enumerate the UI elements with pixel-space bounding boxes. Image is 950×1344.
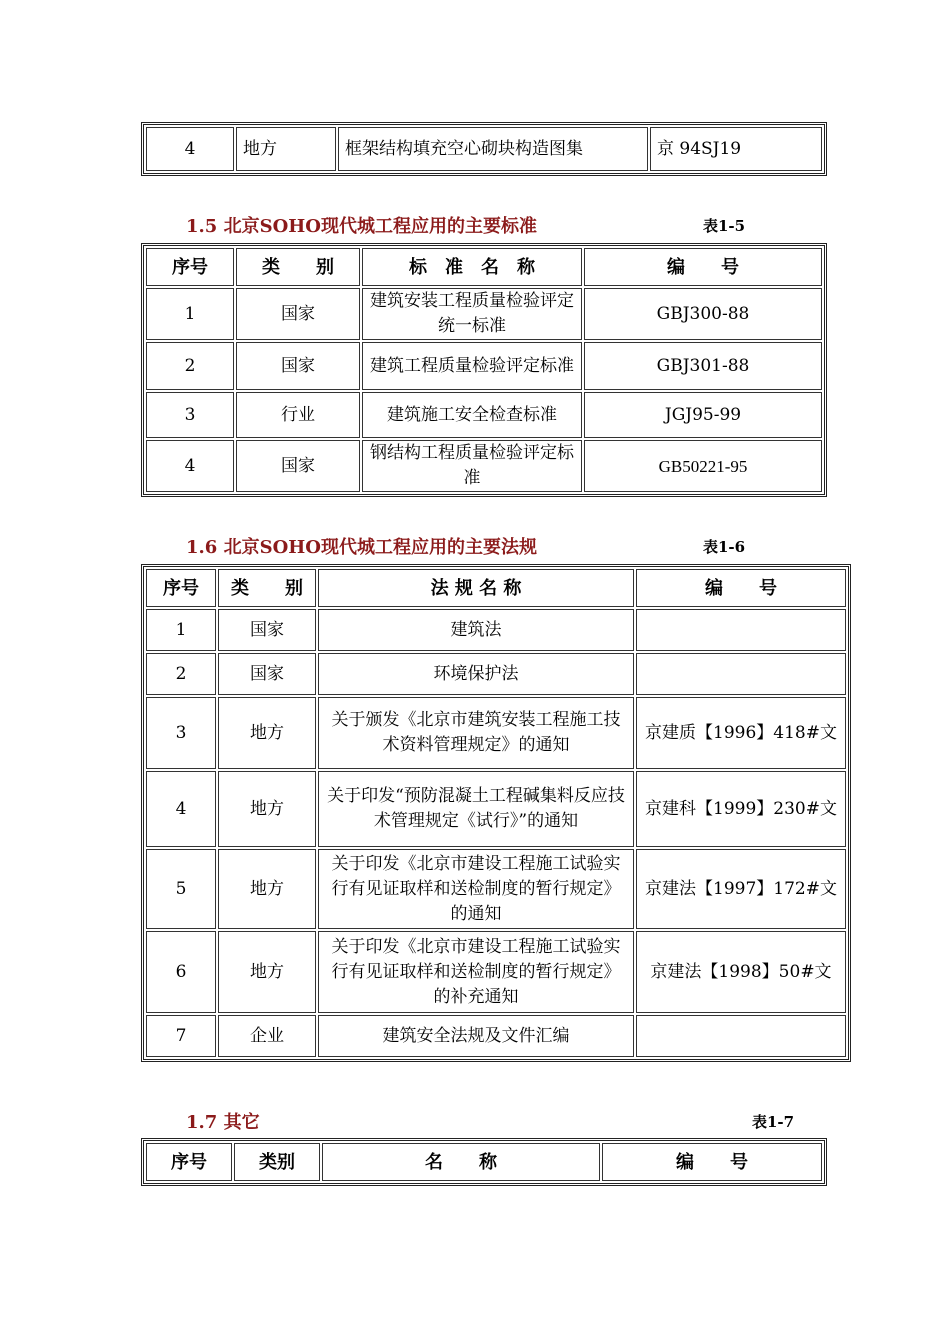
cell-no: 2 bbox=[146, 653, 216, 695]
cell-no: 2 bbox=[146, 342, 234, 390]
section-title-1-5: 1.5 北京SOHO现代城工程应用的主要标准 bbox=[186, 216, 537, 237]
header-code: 编 号 bbox=[584, 248, 822, 286]
cell-code: 京建质【1996】418#文 bbox=[636, 697, 846, 769]
header-category: 类 别 bbox=[236, 248, 360, 286]
header-no: 序号 bbox=[146, 1143, 232, 1181]
cell-category: 国家 bbox=[218, 653, 316, 695]
cell-name: 关于印发《北京市建设工程施工试验实行有见证取样和送检制度的暂行规定》的补充通知 bbox=[318, 931, 634, 1013]
header-row bbox=[146, 1143, 822, 1181]
section-title-1-6: 1.6 北京SOHO现代城工程应用的主要法规 bbox=[186, 537, 537, 558]
cell-no: 3 bbox=[146, 392, 234, 438]
cell-no: 4 bbox=[146, 440, 234, 492]
cell-category: 地方 bbox=[236, 127, 336, 171]
cell-code: GBJ300-88 bbox=[584, 288, 822, 340]
table-row bbox=[146, 392, 822, 438]
header-category: 类别 bbox=[234, 1143, 320, 1181]
table-row bbox=[146, 931, 846, 1013]
cell-no: 1 bbox=[146, 288, 234, 340]
cell-name: 框架结构填充空心砌块构造图集 bbox=[338, 127, 648, 171]
cell-no: 4 bbox=[146, 771, 216, 847]
prev-table bbox=[143, 124, 825, 174]
cell-category: 国家 bbox=[236, 288, 360, 340]
others-table bbox=[143, 1140, 825, 1184]
header-no: 序号 bbox=[146, 569, 216, 607]
header-code: 编 号 bbox=[636, 569, 846, 607]
cell-code: 京建科【1999】230#文 bbox=[636, 771, 846, 847]
table-number-1-6: 表1-6 bbox=[703, 538, 746, 556]
header-category: 类 别 bbox=[218, 569, 316, 607]
header-name: 标 准 名 称 bbox=[362, 248, 582, 286]
cell-name: 关于颁发《北京市建筑安装工程施工技术资料管理规定》的通知 bbox=[318, 697, 634, 769]
regulations-table bbox=[143, 566, 849, 1060]
cell-name: 关于印发“预防混凝土工程碱集料反应技术管理规定《试行》”的通知 bbox=[318, 771, 634, 847]
cell-code bbox=[636, 653, 846, 695]
header-code: 编 号 bbox=[602, 1143, 822, 1181]
cell-no: 6 bbox=[146, 931, 216, 1013]
cell-category: 国家 bbox=[236, 342, 360, 390]
cell-name: 建筑施工安全检查标准 bbox=[362, 392, 582, 438]
header-row bbox=[146, 569, 846, 607]
cell-name: 建筑法 bbox=[318, 609, 634, 651]
cell-name: 建筑工程质量检验评定标准 bbox=[362, 342, 582, 390]
cell-code: JGJ95-99 bbox=[584, 392, 822, 438]
cell-category: 地方 bbox=[218, 771, 316, 847]
cell-name: 关于印发《北京市建设工程施工试验实行有见证取样和送检制度的暂行规定》的通知 bbox=[318, 849, 634, 929]
cell-name: 建筑安装工程质量检验评定统一标准 bbox=[362, 288, 582, 340]
cell-no: 3 bbox=[146, 697, 216, 769]
cell-code: GBJ301-88 bbox=[584, 342, 822, 390]
table-row bbox=[146, 849, 846, 929]
cell-no: 1 bbox=[146, 609, 216, 651]
cell-code bbox=[636, 609, 846, 651]
header-name: 名 称 bbox=[322, 1143, 600, 1181]
cell-name: 钢结构工程质量检验评定标准 bbox=[362, 440, 582, 492]
cell-code: 京建法【1998】50#文 bbox=[636, 931, 846, 1013]
cell-category: 地方 bbox=[218, 849, 316, 929]
section-title-1-7: 1.7 其它 bbox=[186, 1112, 260, 1133]
cell-category: 国家 bbox=[218, 609, 316, 651]
cell-no: 4 bbox=[146, 127, 234, 171]
cell-code: 京 94SJ19 bbox=[650, 127, 822, 171]
table-row bbox=[146, 771, 846, 847]
cell-no: 5 bbox=[146, 849, 216, 929]
standards-table bbox=[143, 245, 825, 495]
cell-code bbox=[636, 1015, 846, 1057]
cell-no: 7 bbox=[146, 1015, 216, 1057]
table-row bbox=[146, 440, 822, 492]
header-no: 序号 bbox=[146, 248, 234, 286]
cell-category: 地方 bbox=[218, 931, 316, 1013]
cell-category: 企业 bbox=[218, 1015, 316, 1057]
table-row bbox=[146, 653, 846, 695]
cell-name: 环境保护法 bbox=[318, 653, 634, 695]
table-row bbox=[146, 1015, 846, 1057]
cell-category: 地方 bbox=[218, 697, 316, 769]
table-row bbox=[146, 288, 822, 340]
table-row bbox=[146, 342, 822, 390]
header-row bbox=[146, 248, 822, 286]
cell-code: 京建法【1997】172#文 bbox=[636, 849, 846, 929]
table-row bbox=[146, 127, 822, 171]
table-number-1-5: 表1-5 bbox=[703, 217, 746, 235]
cell-name: 建筑安全法规及文件汇编 bbox=[318, 1015, 634, 1057]
table-number-1-7: 表1-7 bbox=[752, 1113, 795, 1131]
cell-category: 行业 bbox=[236, 392, 360, 438]
cell-code: GB50221-95 bbox=[584, 440, 822, 492]
table-row bbox=[146, 697, 846, 769]
header-name: 法 规 名 称 bbox=[318, 569, 634, 607]
table-row bbox=[146, 609, 846, 651]
cell-category: 国家 bbox=[236, 440, 360, 492]
